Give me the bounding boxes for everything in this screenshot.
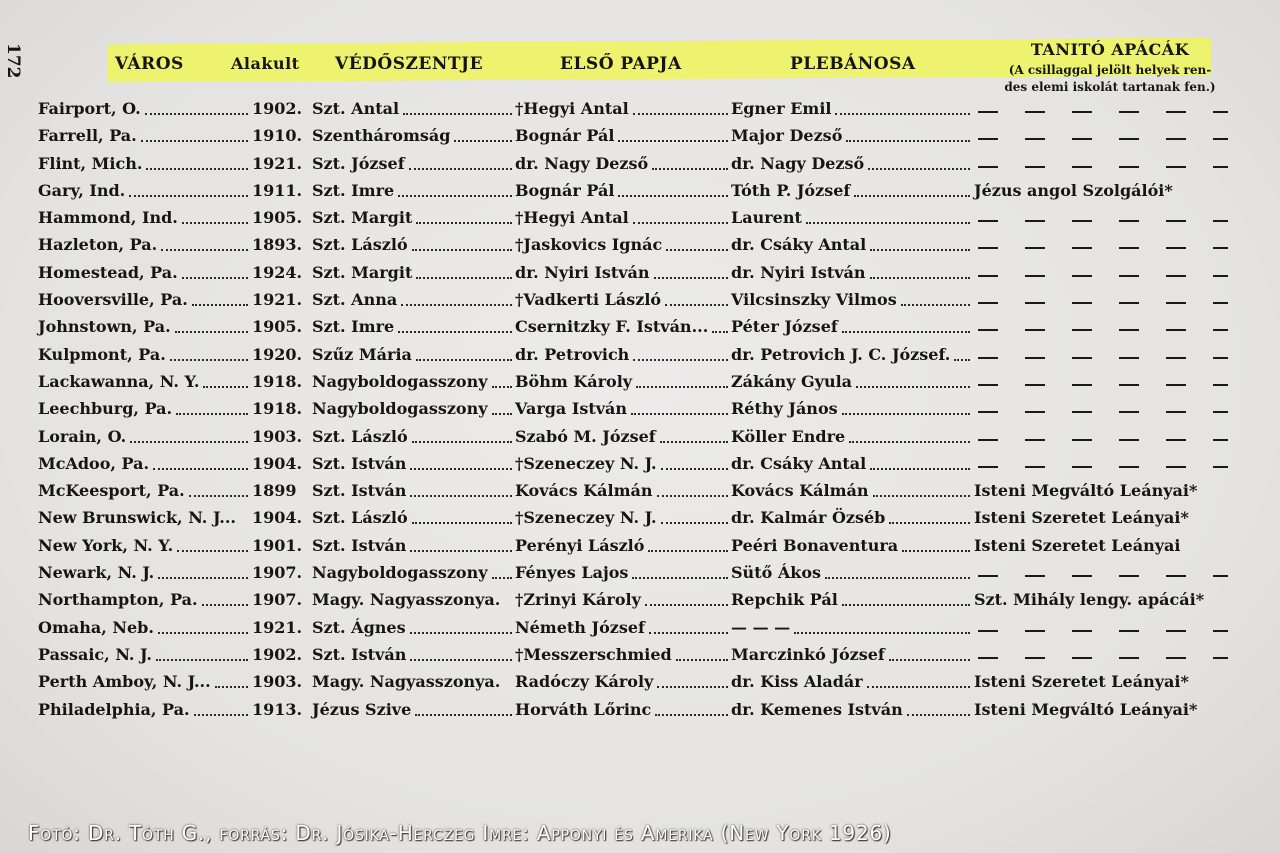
table-row: [0, 508, 1280, 535]
cell-parish-priest: dr. Kiss Aladár: [731, 672, 863, 692]
table-row: [0, 454, 1280, 481]
table-row: [0, 672, 1280, 699]
cell-patron: Szt. László: [312, 235, 408, 255]
cell-first-priest: †Hegyi Antal: [515, 99, 629, 118]
cell-teaching-sisters: Isteni Megváltó Leányai*: [974, 699, 1198, 719]
cell-year: 1910.: [252, 126, 303, 146]
dot-leader: [633, 222, 728, 224]
cell-city: Omaha, Neb.: [38, 617, 154, 637]
empty-sisters-dashes: [978, 220, 1228, 222]
table-row: [0, 645, 1280, 672]
cell-parish-priest: Egner Emil: [731, 99, 832, 118]
dot-leader: [849, 441, 970, 443]
dot-leader: [856, 386, 970, 388]
cell-first-priest: dr. Nyiri István: [515, 262, 650, 282]
empty-sisters-dashes: [978, 329, 1228, 331]
empty-sisters-dashes: [978, 439, 1228, 441]
dot-leader: [867, 686, 970, 688]
table-row: [0, 563, 1280, 590]
dot-leader: [618, 140, 728, 142]
cell-parish-priest: Repchik Pál: [731, 590, 838, 610]
dot-leader: [907, 714, 970, 716]
table-row: [0, 427, 1280, 454]
table-row: [0, 263, 1280, 290]
dot-leader: [873, 495, 970, 497]
cell-first-priest: Radóczy Károly: [515, 672, 654, 692]
dot-leader: [412, 522, 512, 524]
dot-leader: [412, 441, 512, 443]
cell-year: 1913.: [252, 699, 303, 719]
cell-first-priest: †Hegyi Antal: [515, 208, 629, 228]
cell-first-priest: †Vadkerti László: [515, 290, 662, 310]
cell-patron: Szt. István: [312, 535, 407, 555]
header-sisters-note-line-1: (A csillaggal jelölt helyek ren-: [1008, 63, 1212, 77]
cell-parish-priest: — — —: [731, 617, 791, 637]
dot-leader: [657, 495, 728, 497]
cell-first-priest: Varga István: [515, 399, 628, 419]
table-row: [0, 290, 1280, 317]
cell-city: McAdoo, Pa.: [38, 453, 150, 473]
cell-patron: Szt. László: [312, 426, 408, 446]
dot-leader: [492, 413, 512, 415]
cell-first-priest: †Jaskovics Ignác: [515, 235, 663, 255]
cell-patron: Szentháromság: [312, 126, 451, 146]
dot-leader: [410, 550, 512, 552]
dot-leader: [130, 441, 248, 443]
dot-leader: [161, 249, 248, 251]
empty-sisters-dashes: [978, 275, 1228, 277]
table-row: [0, 536, 1280, 563]
table-row: [0, 99, 1280, 126]
dot-leader: [398, 195, 512, 197]
cell-city: Perth Amboy, N. J...: [38, 672, 211, 692]
dot-leader: [665, 304, 728, 306]
cell-city: New York, N. Y.: [38, 535, 174, 555]
dot-leader: [202, 604, 248, 606]
dot-leader: [666, 249, 728, 251]
dot-leader: [192, 304, 248, 306]
dot-leader: [712, 331, 728, 333]
table-row: [0, 208, 1280, 235]
dot-leader: [203, 386, 248, 388]
cell-city: Newark, N. J.: [38, 563, 155, 583]
dot-leader: [415, 714, 512, 716]
table-row: [0, 618, 1280, 645]
cell-city: Passaic, N. J.: [38, 644, 152, 664]
dot-leader: [194, 714, 248, 716]
cell-teaching-sisters: Isteni Szeretet Leányai*: [974, 508, 1189, 528]
cell-patron: Szt. Imre: [312, 317, 395, 337]
dot-leader: [835, 113, 970, 115]
dot-leader: [412, 249, 512, 251]
cell-city: New Brunswick, N. J...: [38, 508, 236, 528]
empty-sisters-dashes: [978, 357, 1228, 359]
cell-year: 1904.: [252, 508, 303, 528]
cell-first-priest: Csernitzky F. István...: [515, 317, 709, 337]
cell-city: Hooversville, Pa.: [38, 290, 188, 310]
dot-leader: [954, 359, 970, 361]
dot-leader: [648, 550, 728, 552]
header-founded: Alakult: [231, 54, 300, 73]
dot-leader: [618, 195, 728, 197]
cell-year: 1918.: [252, 371, 303, 391]
cell-parish-priest: dr. Csáky Antal: [731, 453, 867, 473]
cell-parish-priest: Sütő Ákos: [731, 563, 821, 583]
cell-patron: Szt. Antal: [312, 99, 400, 118]
cell-first-priest: Németh József: [515, 617, 645, 637]
cell-parish-priest: Köller Endre: [731, 426, 846, 446]
cell-parish-priest: Péter József: [731, 317, 838, 337]
dot-leader: [842, 331, 970, 333]
dot-leader: [398, 331, 512, 333]
table-row: [0, 317, 1280, 344]
dot-leader: [215, 686, 248, 688]
dot-leader: [889, 522, 970, 524]
cell-city: Farrell, Pa.: [38, 126, 137, 146]
cell-patron: Magy. Nagyasszonya.: [312, 672, 501, 692]
cell-patron: Magy. Nagyasszonya.: [312, 590, 501, 610]
cell-parish-priest: Marczinkó József: [731, 644, 885, 664]
dot-leader: [410, 495, 512, 497]
header-parish-priest: PLEBÁNOSA: [790, 54, 916, 74]
empty-sisters-dashes: [978, 384, 1228, 386]
cell-first-priest: Szabó M. József: [515, 426, 656, 446]
empty-sisters-dashes: [978, 247, 1228, 249]
cell-city: Kulpmont, Pa.: [38, 344, 166, 364]
dot-leader: [403, 113, 512, 115]
table-row: [0, 399, 1280, 426]
dot-leader: [182, 222, 248, 224]
dot-leader: [870, 249, 970, 251]
dot-leader: [409, 168, 512, 170]
dot-leader: [492, 386, 512, 388]
page-number: 172: [3, 43, 23, 79]
cell-city: McKeesport, Pa.: [38, 481, 185, 501]
cell-year: 1899: [252, 481, 297, 501]
cell-patron: Szt. József: [312, 153, 405, 173]
cell-city: Fairport, O.: [38, 99, 141, 118]
header-patron: VÉDŐSZENTJE: [335, 54, 484, 74]
cell-year: 1918.: [252, 399, 303, 419]
photo-caption: Fotó: Dr. Tóth G., forrás: Dr. Jósika-Herczeg Imre: Apponyi és Amerika (New York 1926): [28, 821, 892, 845]
cell-first-priest: dr. Petrovich: [515, 344, 630, 364]
cell-city: Lackawanna, N. Y.: [38, 371, 200, 391]
dot-leader: [870, 277, 970, 279]
empty-sisters-dashes: [978, 411, 1228, 413]
empty-sisters-dashes: [978, 575, 1228, 577]
dot-leader: [454, 140, 512, 142]
cell-parish-priest: Peéri Bonaventura: [731, 535, 899, 555]
cell-first-priest: †Messzerschmied: [515, 644, 672, 664]
cell-year: 1911.: [252, 180, 303, 200]
cell-city: Northampton, Pa.: [38, 590, 198, 610]
cell-teaching-sisters: Jézus angol Szolgálói*: [974, 180, 1173, 200]
cell-city: Lorain, O.: [38, 426, 127, 446]
cell-patron: Szt. László: [312, 508, 408, 528]
cell-city: Leechburg, Pa.: [38, 399, 173, 419]
dot-leader: [649, 632, 728, 634]
dot-leader: [660, 441, 728, 443]
dot-leader: [645, 604, 728, 606]
cell-parish-priest: Zákány Gyula: [731, 371, 853, 391]
cell-year: 1893.: [252, 235, 303, 255]
dot-leader: [657, 686, 728, 688]
table-row: [0, 126, 1280, 153]
dot-leader: [416, 222, 512, 224]
dot-leader: [842, 604, 970, 606]
dot-leader: [170, 359, 248, 361]
header-first-priest: ELSŐ PAPJA: [560, 54, 682, 74]
dot-leader: [846, 140, 970, 142]
cell-teaching-sisters: Szt. Mihály lengy. apácái*: [974, 590, 1205, 610]
cell-patron: Szűz Mária: [312, 344, 412, 364]
cell-parish-priest: dr. Csáky Antal: [731, 235, 867, 255]
header-city: VÁROS: [115, 54, 184, 74]
dot-leader: [153, 468, 248, 470]
dot-leader: [492, 577, 512, 579]
dot-leader: [842, 413, 970, 415]
cell-city: Philadelphia, Pa.: [38, 699, 190, 719]
table-row: [0, 154, 1280, 181]
cell-year: 1924.: [252, 262, 303, 282]
dot-leader: [177, 550, 248, 552]
dot-leader: [825, 577, 970, 579]
dot-leader: [416, 359, 512, 361]
dot-leader: [806, 222, 970, 224]
dot-leader: [141, 140, 248, 142]
dot-leader: [655, 714, 728, 716]
table-row: [0, 700, 1280, 727]
cell-parish-priest: Vilcsinszky Vilmos: [731, 290, 897, 310]
cell-city: Hazleton, Pa.: [38, 235, 158, 255]
cell-first-priest: †Szeneczey N. J.: [515, 508, 657, 528]
dot-leader: [661, 522, 728, 524]
cell-year: 1902.: [252, 644, 303, 664]
dot-leader: [401, 304, 512, 306]
empty-sisters-dashes: [978, 111, 1228, 113]
cell-year: 1904.: [252, 453, 303, 473]
cell-parish-priest: Laurent: [731, 208, 802, 228]
cell-patron: Jézus Szive: [312, 699, 412, 719]
cell-patron: Szt. Ágnes: [312, 617, 406, 637]
cell-year: 1921.: [252, 617, 303, 637]
cell-parish-priest: Tóth P. József: [731, 180, 851, 200]
dot-leader: [129, 195, 248, 197]
dot-leader: [146, 168, 248, 170]
cell-patron: Nagyboldogasszony: [312, 563, 488, 583]
cell-first-priest: †Zrinyi Károly: [515, 590, 641, 610]
cell-parish-priest: dr. Petrovich J. C. József.: [731, 344, 951, 364]
cell-parish-priest: dr. Kemenes István: [731, 699, 903, 719]
cell-patron: Szt. Margit: [312, 262, 413, 282]
dot-leader: [636, 386, 728, 388]
empty-sisters-dashes: [978, 630, 1228, 632]
cell-first-priest: Böhm Károly: [515, 371, 633, 391]
cell-year: 1905.: [252, 208, 303, 228]
empty-sisters-dashes: [978, 466, 1228, 468]
cell-year: 1902.: [252, 99, 303, 118]
dot-leader: [410, 632, 512, 634]
table-row: [0, 481, 1280, 508]
cell-parish-priest: dr. Nagy Dezső: [731, 153, 865, 173]
table-row: [0, 345, 1280, 372]
dot-leader: [156, 659, 248, 661]
dot-leader: [145, 113, 248, 115]
cell-teaching-sisters: Isteni Szeretet Leányai*: [974, 672, 1189, 692]
cell-first-priest: Fényes Lajos: [515, 563, 629, 583]
cell-parish-priest: Major Dezső: [731, 126, 843, 146]
cell-city: Gary, Ind.: [38, 180, 126, 200]
cell-patron: Szt. István: [312, 453, 407, 473]
cell-city: Flint, Mich.: [38, 153, 143, 173]
cell-first-priest: †Szeneczey N. J.: [515, 453, 657, 473]
dot-leader: [901, 304, 970, 306]
table-row: [0, 372, 1280, 399]
dot-leader: [633, 113, 728, 115]
cell-year: 1921.: [252, 290, 303, 310]
dot-leader: [902, 550, 970, 552]
cell-year: 1907.: [252, 590, 303, 610]
dot-leader: [416, 277, 512, 279]
empty-sisters-dashes: [978, 302, 1228, 304]
cell-patron: Szt. István: [312, 481, 407, 501]
cell-first-priest: Perényi László: [515, 535, 645, 555]
dot-leader: [189, 495, 248, 497]
header-sisters-note-line-2: des elemi iskolát tartanak fen.): [1004, 80, 1216, 94]
dot-leader: [158, 632, 248, 634]
cell-first-priest: dr. Nagy Dezső: [515, 153, 649, 173]
dot-leader: [868, 168, 970, 170]
cell-parish-priest: dr. Kalmár Özséb: [731, 508, 886, 528]
cell-patron: Nagyboldogasszony: [312, 371, 488, 391]
dot-leader: [854, 195, 970, 197]
empty-sisters-dashes: [978, 166, 1228, 168]
dot-leader: [631, 413, 728, 415]
cell-teaching-sisters: Isteni Szeretet Leányai: [974, 535, 1181, 555]
dot-leader: [176, 413, 248, 415]
dot-leader: [158, 577, 248, 579]
cell-first-priest: Bognár Pál: [515, 126, 615, 146]
header-teaching-sisters: TANITÓ APÁCÁK: [1030, 40, 1190, 59]
dot-leader: [676, 659, 728, 661]
cell-year: 1907.: [252, 563, 303, 583]
cell-patron: Szt. Imre: [312, 180, 395, 200]
cell-patron: Szt. Margit: [312, 208, 413, 228]
table-row: [0, 235, 1280, 262]
dot-leader: [410, 659, 512, 661]
cell-patron: Szt. István: [312, 644, 407, 664]
empty-sisters-dashes: [978, 138, 1228, 140]
dot-leader: [870, 468, 970, 470]
cell-year: 1905.: [252, 317, 303, 337]
table-row: [0, 181, 1280, 208]
table-row: [0, 590, 1280, 617]
cell-first-priest: Horváth Lőrinc: [515, 699, 652, 719]
cell-city: Homestead, Pa.: [38, 262, 178, 282]
cell-parish-priest: Réthy János: [731, 399, 838, 419]
empty-sisters-dashes: [978, 657, 1228, 659]
dot-leader: [175, 331, 248, 333]
dot-leader: [654, 277, 728, 279]
dot-leader: [794, 632, 970, 634]
cell-city: Hammond, Ind.: [38, 208, 178, 228]
cell-year: 1901.: [252, 535, 303, 555]
parish-table: [0, 99, 1280, 727]
dot-leader: [889, 659, 970, 661]
cell-parish-priest: dr. Nyiri István: [731, 262, 866, 282]
cell-year: 1903.: [252, 672, 303, 692]
dot-leader: [632, 577, 728, 579]
dot-leader: [410, 468, 512, 470]
cell-patron: Nagyboldogasszony: [312, 399, 488, 419]
cell-year: 1920.: [252, 344, 303, 364]
dot-leader: [661, 468, 728, 470]
cell-first-priest: Kovács Kálmán: [515, 481, 653, 501]
cell-patron: Szt. Anna: [312, 290, 398, 310]
cell-city: Johnstown, Pa.: [38, 317, 171, 337]
dot-leader: [182, 277, 248, 279]
cell-teaching-sisters: Isteni Megváltó Leányai*: [974, 481, 1198, 501]
cell-year: 1903.: [252, 426, 303, 446]
dot-leader: [652, 168, 728, 170]
cell-first-priest: Bognár Pál: [515, 180, 615, 200]
dot-leader: [633, 359, 728, 361]
header-teaching-sisters-block: [980, 40, 1240, 93]
cell-year: 1921.: [252, 153, 303, 173]
cell-parish-priest: Kovács Kálmán: [731, 481, 869, 501]
